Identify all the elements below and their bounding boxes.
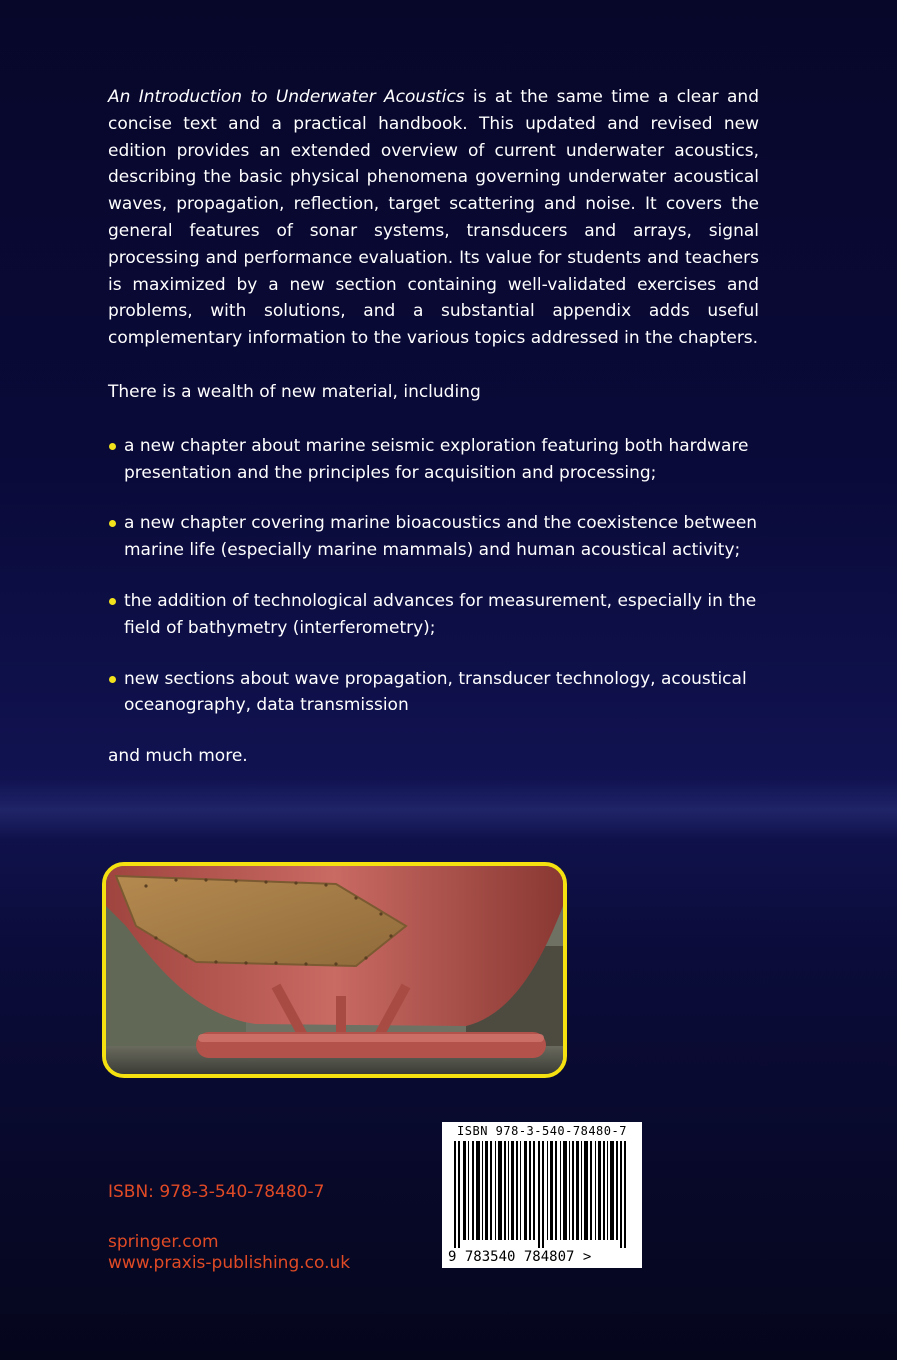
barcode-isbn-label: ISBN 978-3-540-78480-7 xyxy=(457,1124,627,1138)
ship-hull-illustration xyxy=(106,866,563,1074)
praxis-link[interactable]: www.praxis-publishing.co.uk xyxy=(108,1253,351,1273)
closing-line: and much more. xyxy=(108,746,248,767)
bullet-icon xyxy=(109,443,116,450)
list-item xyxy=(108,666,759,720)
list-item-text: a new chapter covering marine bioacoustics and the coexistence between marine life (especially marine mammals) and human acoustical activity; xyxy=(124,513,758,561)
isbn-barcode xyxy=(442,1122,642,1268)
new-material-lead: There is a wealth of new material, including xyxy=(108,381,481,402)
barcode-digits: 9 783540 784807 > xyxy=(448,1249,592,1265)
springer-link[interactable]: springer.com xyxy=(108,1232,219,1252)
list-item xyxy=(108,588,759,642)
barcode-bars xyxy=(454,1141,636,1248)
back-cover-blurb xyxy=(108,84,759,770)
list-item-text: new sections about wave propagation, transducer technology, acoustical oceanography, data transmission xyxy=(124,668,747,716)
horizon-haze xyxy=(0,780,897,840)
list-item-text: the addition of technological advances for measurement, especially in the field of bathymetry (interferometry); xyxy=(124,590,757,638)
intro-paragraph xyxy=(108,84,759,352)
list-item xyxy=(108,433,759,487)
isbn-text: ISBN: 978-3-540-78480-7 xyxy=(108,1182,325,1202)
list-item xyxy=(108,510,759,564)
bullet-icon xyxy=(109,676,116,683)
feature-list xyxy=(108,433,759,719)
publisher-links xyxy=(108,1232,350,1274)
bullet-icon xyxy=(109,598,116,605)
book-title: An Introduction to Underwater Acoustics xyxy=(108,87,465,107)
bullet-icon xyxy=(109,520,116,527)
ship-hull-photo xyxy=(102,862,567,1078)
list-item-text: a new chapter about marine seismic exploration featuring both hardware presentation and the principles for acquisition and processing; xyxy=(124,435,749,483)
intro-text: is at the same time a clear and concise text and a practical handbook. This updated and revised new edition provides an extended overview of current underwater acoustics, describing the basic physical phenomena governing underwater acoustical waves, propagation, reflection, target scattering and noise. It covers the general features of sonar systems, transducers and arrays, signal processing and performance evaluation. Its value for students and teachers is maximized by a new section containing well-validated exercises and problems, with solutions, and a substantial appendix adds useful complementary information to the various topics addressed in the chapters. xyxy=(108,87,759,349)
